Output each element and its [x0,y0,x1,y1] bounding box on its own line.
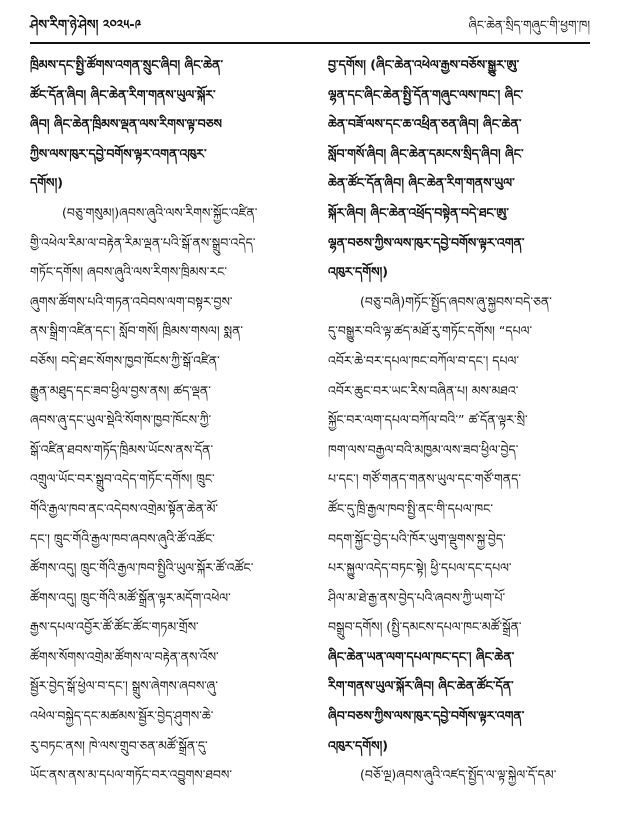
right-text-line: ལྷན་བཅས་ཀྱིས་ལས་ཁུར་དབྱེ་བགོས་ལྟར་འགན་ [328,234,525,250]
right-text-line: སློབ་གསོ་ཞིབ། ཞིང་ཆེན་དམངས་སྲིད་ཞིབ། ཞིང་ [328,145,524,161]
left-text-line: འགྲུལ་ཡོང་བར་སྒྲུབ་འདེད་གཏོང་དགོས། ཁྲུང་ [30,471,215,487]
page-header [30,6,590,36]
right-text-line: སྐྱོང་བར་ལག་དཔལ་བཀོལ་བའི་” ཚ་དོན་ལྟར་སྲི་ [328,412,528,428]
left-text-line: རུ་བཏང་ནས། ཁེ་ལས་གྲུབ་ཅན་མཚོ་སྒྲོན་དུ་ [30,737,208,753]
left-text-line: ཚོང་དོན་ཞིབ། ཞིང་ཆེན་རིག་གནས་ཡུལ་སྐོར་ [30,86,216,102]
header-rule [30,42,590,44]
left-text-line: ཞིབ། ཞིང་ཆེན་ཁྲིམས་ལྡན་ལས་རིགས་ལྟ་བཅས [30,116,222,132]
left-text-line: སྒོ་འཛིན་ཐབས་གཏོད་ཁྲིམས་ཡོངས་ནས་དོན་ [30,441,214,457]
left-text-line: ཞུགས་ཚོགས་པའི་གཏན་འབེབས་ལག་བསྟར་བྱས་ [30,293,233,309]
right-text-line: བྱ་དགོས། (ཞིང་ཆེན་འཕེལ་རྒྱས་བཅོས་སྒྱུར་ཨུ་ [328,57,520,72]
left-text-line: ཚོགས་སོགས་འགྲེམ་ཚོགས་ལ་བརྟེན་ནས་འོས་ [30,648,219,664]
left-text-line: ནས་སྒྲིག་འཛིན་དང་། སློབ་གསོ། ཁྲིམས་གསལ། སྨན་ [30,323,244,339]
right-text-line: བདག་སྐྱོང་བྱེད་པའི་ཁོར་ཡུག་ལྡུགས་སྐྱ་བྱེད་ [328,530,506,546]
right-text-line: སྐོར་ཞིབ། ཞིང་ཆེན་འཕྲོད་བསྟེན་བདེ་ཐང་ཨུ་ [328,204,509,220]
left-text-line: གོའི་རྒྱལ་ཁབ་ནང་འདེབས་འགྲེམ་སྟོན་ཆེན་མོ་ [30,500,219,516]
left-text-line: གྱི་འཕེལ་རིམ་ལ་བརྟེན་རིམ་ལྡན་པའི་སྒོ་ནས་སྒྲུབ་འདེད་ [30,234,256,250]
left-text-line: བཅོས། བདེ་ཐང་སོགས་ཁྱབ་ཁོངས་ཀྱི་སྒོ་འཛིན་ [30,352,220,368]
right-text-line: འཁུར་དགོས།) [328,737,389,753]
left-text-line: དགོས།) [30,175,63,191]
right-text-line: འཁུར་དགོས།) [328,264,389,280]
left-text-line: སྦྱོར་བྱེད་སྒོ་ཕྱེལ་བ་དང་། སྒྲུས་ཞེགས་ཞབས་ཞུ་ [30,678,218,694]
left-text-line: ཚོགས་འདུ། ཁྲུང་གོའི་མཚོ་སྒྲོན་ལྟར་མདོག་འཕེལ་ [30,589,231,605]
right-text-line: ཤིལ་མ་ཐེ་རྒྱ་ནས་བྱེད་པའི་ཞབས་ཀྱི་ཡག་པོ་ [328,589,506,605]
right-text-line: དུ་བསྒྱུར་བའི་ལྟ་ཚད་མཐོ་རུ་གཏོང་དགོས། “དཔལ་ [328,323,533,339]
right-text-line: ལྷན་དང་ཞིང་ཆེན་སྤྱི་དོན་གཞུང་ལས་ཁང་། ཞིང་ [328,86,524,102]
right-text-line: ཞིང་ཆེན་ཡན་ལག་དཔལ་ཁང་དང་། ཞིང་ཆེན་ [328,648,515,664]
left-text-line: རྒྱུན་མཐུད་དང་ཟབ་ཕྱིལ་བྱས་ནས། ཚད་ལྡན་ [30,382,211,398]
right-text-line: ཆེན་བཟོ་ལས་དང་ཆ་འཕྲིན་ཅན་ཞིབ། ཞིང་ཆེན་ [328,116,522,132]
left-text-line: ཞབས་ཞུ་དང་ཡུལ་སྡེའི་སོགས་ཁྱབ་ཁོངས་ཀྱི་ [30,412,212,428]
left-text-line: རྒྱས་དཔལ་འབྱོར་ཚོ་ཚོང་ཚོང་གཏམ་གྲོས་ [30,619,199,635]
left-text-line: གཏོང་དགོས། ཞབས་ཞུའི་ལས་རིགས་ཁྲིམས་རང་ [30,264,228,280]
right-text-line: (བཅོ་ལྔ)ཞབས་ཞུའི་འཛད་སྤྱོད་ལ་ལྟ་སྐྱེལ་དོ་དམ་ [360,767,557,783]
left-text-line: ཁྲིམས་དང་སྤྱི་ཚོགས་འགན་སྲུང་ཞིབ། ཞིང་ཆེན་ [30,57,223,72]
right-text-line: འབོར་ཆུང་བར་ཡང་རིས་བཞིན་པ། མས་མཐའ་ [328,382,519,398]
right-text-line: འབོར་ཆེ་བར་དཔལ་ཁང་བཀོལ་བ་དང་། དཔལ་ [328,352,519,368]
left-text-line: ཚོགས་འདུ། ཁྲུང་གོའི་རྒྱལ་ཁབ་སྤྱིའི་ཡུལ་སྐོར་ཚོ་འཚོང་ [30,560,254,576]
right-text-line: རིག་གནས་ཡུལ་སྐོར་ཞིབ། ཞིང་ཆེན་ཚོང་དོན་ [328,678,514,694]
right-text-line: པར་སྐྱུལ་འདེད་བཏང་སྟེ། ཕྱི་དཔལ་དང་དཔལ་ [328,560,512,576]
right-text-line: ཁག་ལས་བརྒྱལ་བའི་མཁྱམ་ལས་ཟབ་ཕྱིལ་བྱེད་ [328,441,519,457]
right-column [328,50,590,790]
left-text-line: ཡོང་ནས་ནས་མ་དཔལ་གཏོང་བར་འབྱུགས་ཐབས་ [30,767,232,783]
running-title: ཤེས་རིག་ཉེ་ཤེས། ༢༠༢༥-༩ [30,18,142,33]
left-text-line: ཀྱིས་ལས་ཁུར་དབྱེ་བགོས་ལྟར་འགན་འཁུར་ [30,145,207,161]
right-text-line: ཆེན་ཚོང་དོན་ཞིབ། ཞིང་ཆེན་རིག་གནས་ཡུལ་ [328,175,515,191]
left-text-line: དང་། ཁྲུང་གོའི་རྒྱལ་ཁབ་ཞབས་ཞུའི་ཚོ་འཚོང་ [30,530,215,546]
right-text-line: ཞིབ་བཅས་ཀྱིས་ལས་ཁུར་དབྱེ་བགོས་ལྟར་འགན་ [328,708,525,724]
right-text-line: པ་དང་། གཙོ་གནད་གནས་ཡུལ་དང་གཙོ་གནད་ [328,471,521,487]
section-title: ཞིང་ཆེན་སྲིད་གཞུང་གི་ཕྱག་ཁ། [468,18,590,32]
left-text-line: (བཅུ་གསུམ།)ཞབས་ཞུའི་ལས་རིགས་སྐྱོང་འཛིན་ [62,204,258,220]
right-text-line: བསྒྲུབ་དགོས། (སྤྱི་དམངས་དཔལ་ཁང་མཚོ་སྒྲོན་ [328,619,522,635]
right-text-line: (བཅུ་བཞི)གཏོང་སྤྱོད་ཞབས་ཞུ་སྐྱབས་བདེ་ཅན་ [360,293,552,309]
left-text-line: འཕེལ་བསྐྱེད་དང་མཚམས་སྦྱོར་བྱེད་ཤུགས་ཆེ་ [30,708,214,724]
right-text-line: ཚོང་དུ་ཁྲི་རྒྱལ་ཁབ་སྤྱི་ནང་གི་དཔལ་ཁང་ [328,500,493,516]
left-column [30,50,292,790]
